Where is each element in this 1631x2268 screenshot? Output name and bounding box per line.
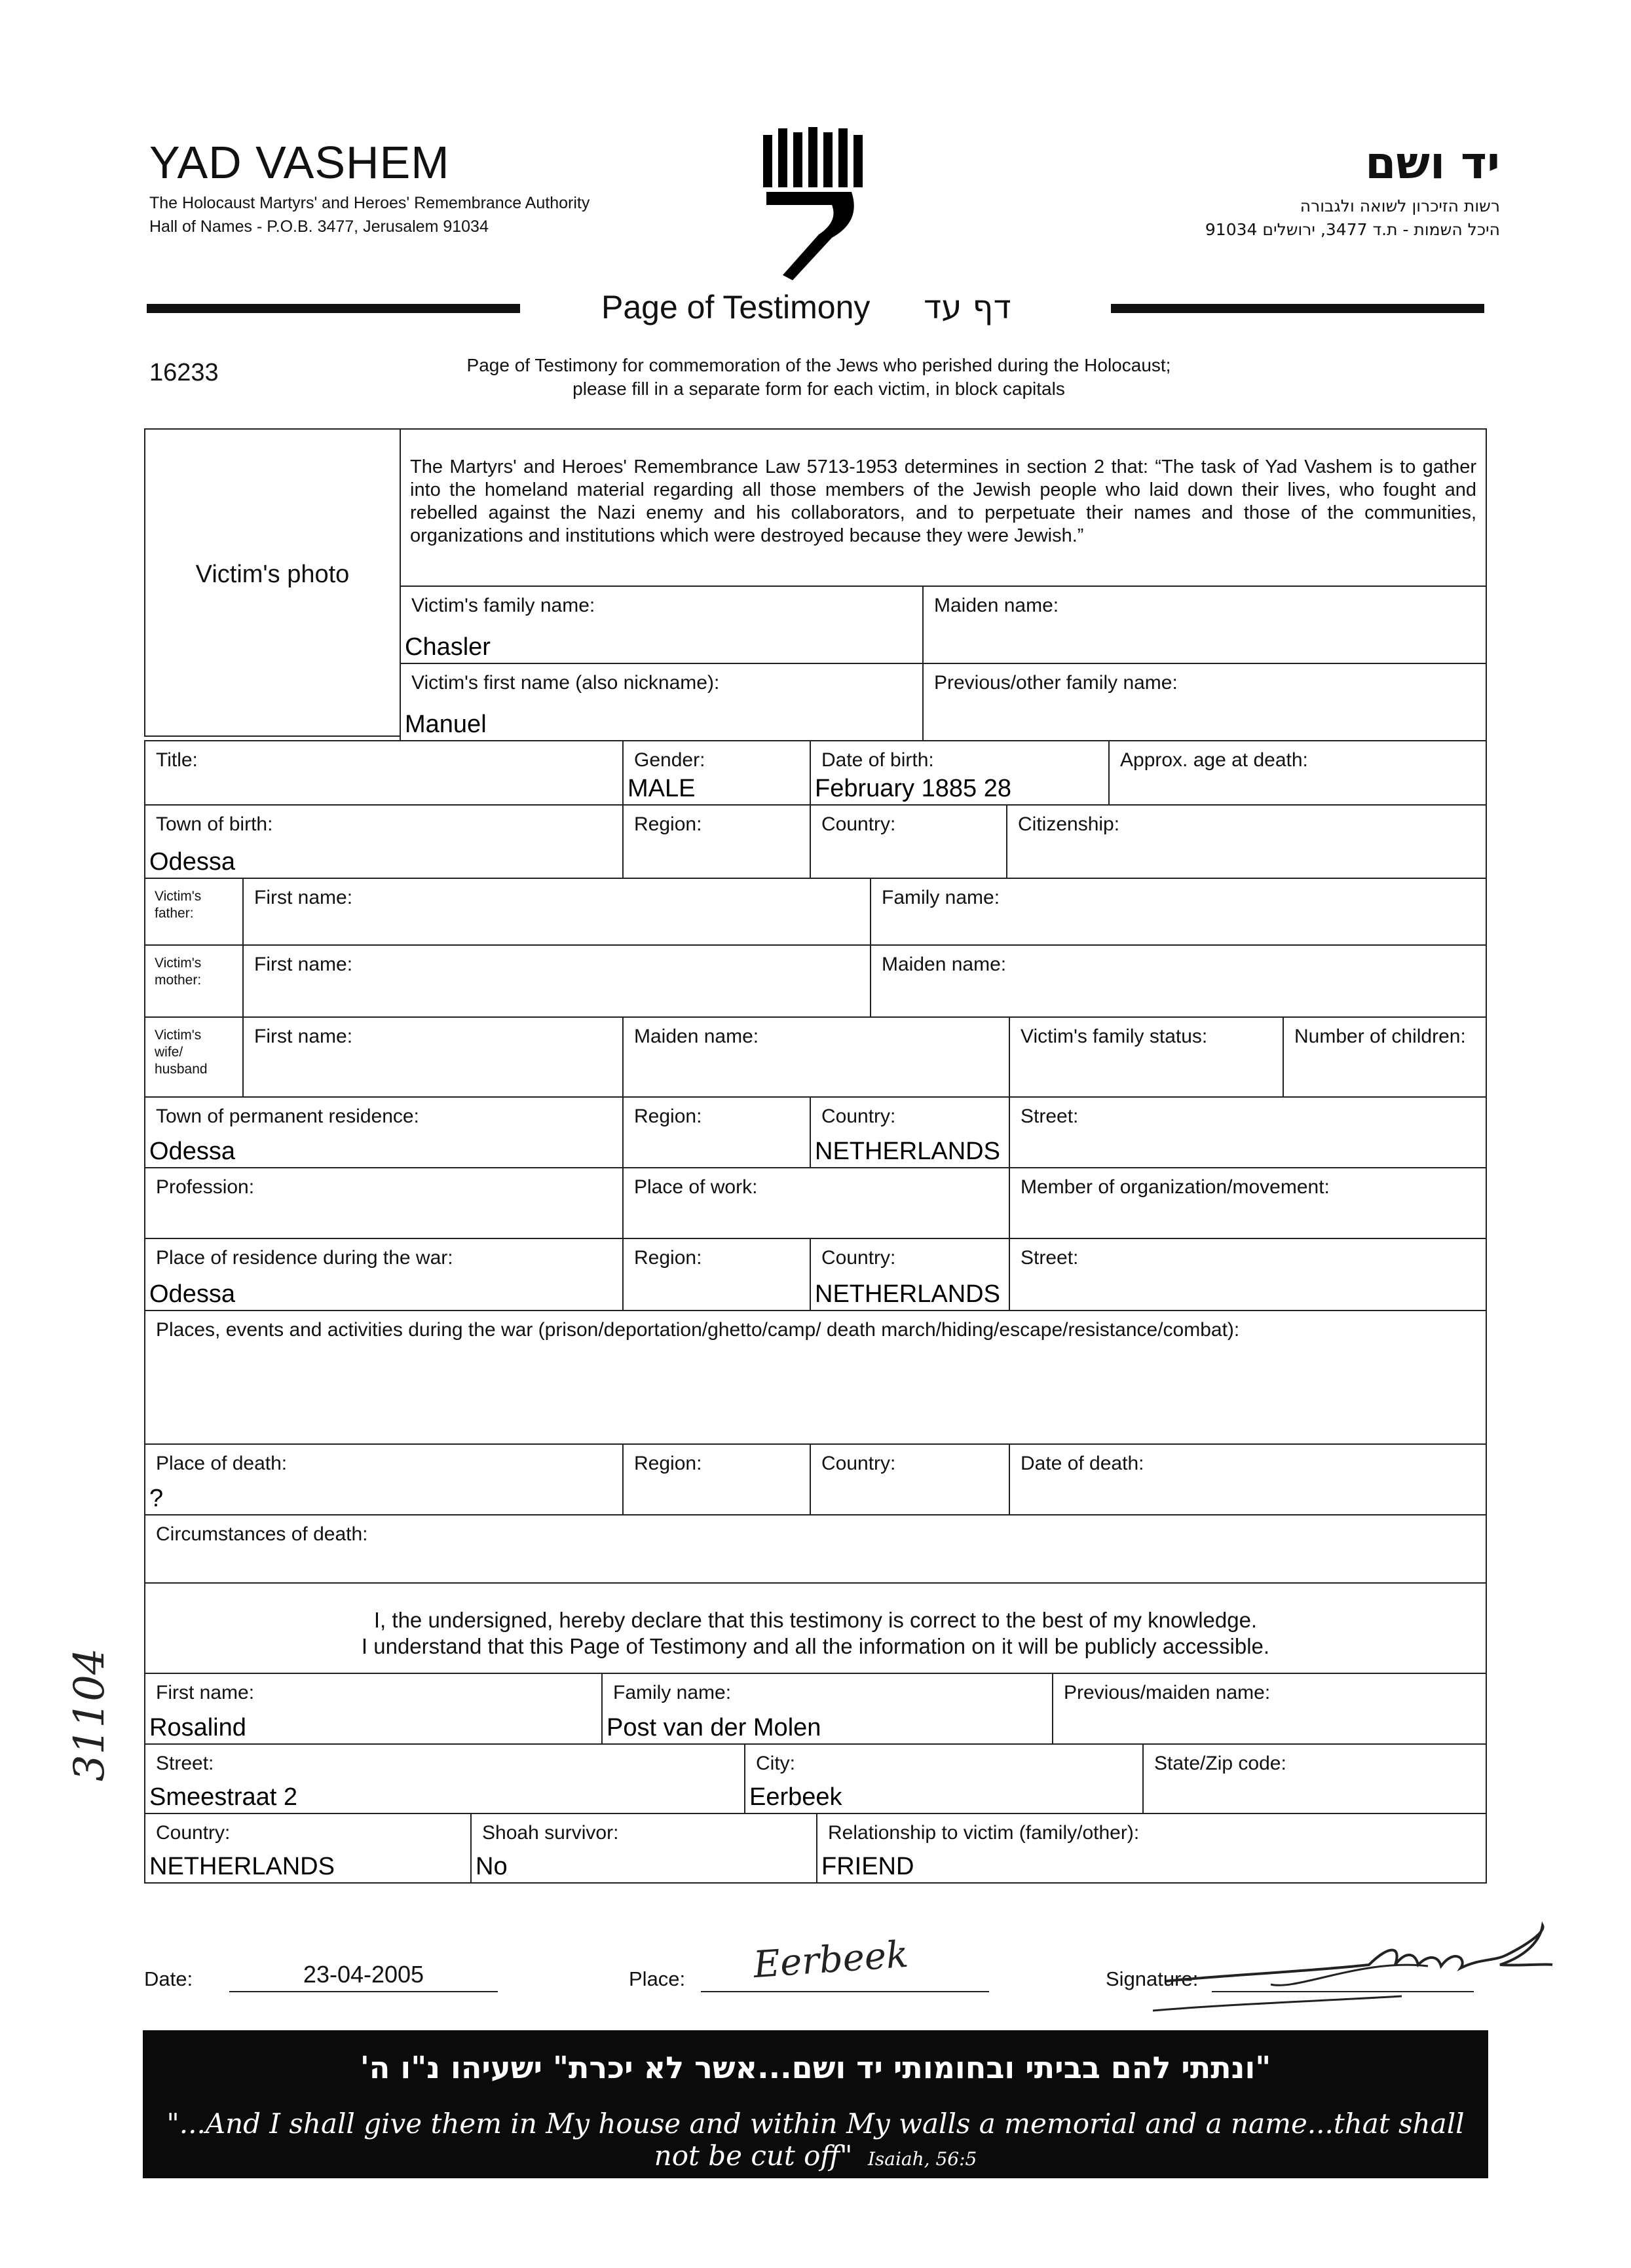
date-value[interactable]: 23-04-2005 [303, 1961, 424, 1988]
shoah-survivor-label: Shoah survivor: [482, 1822, 619, 1844]
mother-row-label-cell [144, 944, 244, 1018]
war-region-label: Region: [634, 1247, 702, 1269]
spouse-row-label-cell [144, 1016, 244, 1098]
title-label: Title: [156, 749, 198, 771]
father-row-label-cell [144, 878, 244, 946]
handwritten-signature[interactable] [1153, 1919, 1559, 2017]
gender-cell[interactable] [622, 740, 811, 806]
family-status-label: Victim's family status: [1021, 1026, 1208, 1047]
page-title-hebrew: דף עד [924, 288, 1011, 326]
yad-vashem-menorah-logo [753, 123, 871, 287]
war-street-cell[interactable] [1009, 1238, 1487, 1311]
spouse-maiden-name-label: Maiden name: [634, 1026, 759, 1047]
form-number: 16233 [149, 359, 219, 386]
number-of-children-cell[interactable] [1283, 1016, 1487, 1098]
father-family-name-cell[interactable] [870, 878, 1487, 946]
family-status-cell[interactable] [1009, 1016, 1284, 1098]
quote-english: "...And I shall give them in My house and within My walls a memorial and a name...that shall not be cut off" [166, 2108, 1465, 2172]
submitter-previous-name-label: Previous/maiden name: [1064, 1682, 1271, 1703]
father-first-name-cell[interactable] [242, 878, 871, 946]
submitter-family-name-cell[interactable] [601, 1673, 1053, 1745]
hebrew-org-name: יד ושם [1365, 138, 1500, 189]
town-of-birth-cell[interactable] [144, 804, 624, 879]
hebrew-org-address: היכל השמות - ת.ד 3477, ירושלים 91034 [1205, 220, 1500, 239]
circumstances-cell[interactable] [144, 1514, 1487, 1584]
date-of-death-cell[interactable] [1009, 1443, 1487, 1515]
permanent-country-label: Country: [821, 1106, 896, 1127]
spouse-first-name-label: First name: [254, 1026, 353, 1047]
submitter-country-cell[interactable] [144, 1813, 472, 1884]
permanent-country-cell[interactable] [810, 1096, 1010, 1168]
org-name: YAD VASHEM [149, 137, 450, 188]
birth-region-label: Region: [634, 813, 702, 835]
submitter-family-name: Post van der Molen [607, 1714, 821, 1741]
permanent-residence-cell[interactable] [144, 1096, 624, 1168]
instructions [367, 354, 1271, 401]
mother-first-name-cell[interactable] [242, 944, 871, 1018]
submitter-country-label: Country: [156, 1822, 231, 1844]
submitter-city: Eerbeek [749, 1783, 842, 1811]
victim-first-name: Manuel [405, 711, 487, 738]
quote-english-row [143, 2108, 1488, 2172]
submitter-previous-name-cell[interactable] [1052, 1673, 1487, 1745]
war-country: NETHERLANDS [815, 1280, 1000, 1308]
mother-row-label: Victim's mother: [155, 956, 202, 988]
citizenship-cell[interactable] [1006, 804, 1487, 879]
war-events-label: Places, events and activities during the war (prison/deportation/ghetto/camp/ death march/hiding/escape/resistance/combat): [156, 1319, 1240, 1341]
declaration-line-1: I, the undersigned, hereby declare that this testimony is correct to the best of my knowledge. [373, 1608, 1258, 1632]
submitter-zip-label: State/Zip code: [1154, 1753, 1286, 1774]
place-handwritten[interactable]: Eerbeek [752, 1933, 910, 1987]
menorah-branch-2 [778, 128, 787, 187]
law-text-box [400, 428, 1487, 587]
date-of-death-label: Date of death: [1021, 1453, 1144, 1474]
title-rule-right [1111, 304, 1484, 313]
birth-country-cell[interactable] [810, 804, 1007, 879]
relationship-cell[interactable] [816, 1813, 1487, 1884]
town-of-birth: Odessa [149, 848, 235, 876]
circumstances-label: Circumstances of death: [156, 1523, 368, 1545]
mother-first-name-label: First name: [254, 954, 353, 975]
menorah-branch-6 [838, 128, 848, 187]
place-of-death: ? [149, 1485, 164, 1512]
place-of-death-cell[interactable] [144, 1443, 624, 1515]
father-family-name-label: Family name: [882, 887, 1000, 908]
submitter-street-cell[interactable] [144, 1743, 745, 1814]
quote-banner [143, 2030, 1488, 2178]
victim-family-name-label: Victim's family name: [411, 595, 595, 616]
war-residence-label: Place of residence during the war: [156, 1247, 453, 1269]
profession-cell[interactable] [144, 1167, 624, 1239]
victim-photo-label: Victim's photo [195, 561, 350, 588]
menorah-branch-7 [853, 135, 863, 187]
birth-region-cell[interactable] [622, 804, 811, 879]
date-of-birth-label: Date of birth: [821, 749, 934, 771]
spouse-first-name-cell[interactable] [242, 1016, 624, 1098]
mother-maiden-name-cell[interactable] [870, 944, 1487, 1018]
age-at-death-cell[interactable] [1108, 740, 1487, 806]
spouse-row-label: Victim's wife/ husband [155, 1028, 208, 1077]
menorah-branch-5 [823, 132, 833, 187]
permanent-residence-label: Town of permanent residence: [156, 1106, 419, 1127]
date-line [229, 1991, 498, 1992]
menorah-branch-3 [793, 132, 802, 187]
town-of-birth-label: Town of birth: [156, 813, 273, 835]
page-title: Page of Testimony [601, 289, 871, 325]
war-residence-cell[interactable] [144, 1238, 624, 1311]
war-country-cell[interactable] [810, 1238, 1010, 1311]
date-of-birth: February 1885 28 [815, 775, 1011, 802]
instructions-line-1: Page of Testimony for commemoration of the Jews who perished during the Holocaust; [466, 355, 1171, 375]
declaration-box [144, 1582, 1487, 1674]
title-cell[interactable] [144, 740, 624, 806]
hebrew-org-subtitle: רשות הזיכרון לשואה ולגבורה [1300, 196, 1500, 215]
birth-country-label: Country: [821, 813, 896, 835]
menorah-branch-4 [808, 127, 817, 187]
war-residence: Odessa [149, 1280, 235, 1308]
permanent-street-cell[interactable] [1009, 1096, 1487, 1168]
father-first-name-label: First name: [254, 887, 353, 908]
war-region-cell[interactable] [622, 1238, 811, 1311]
maiden-name-cell[interactable] [922, 586, 1487, 664]
war-street-label: Street: [1021, 1247, 1079, 1269]
gender-value: MALE [628, 775, 696, 802]
submitter-city-label: City: [756, 1753, 795, 1774]
permanent-region-label: Region: [634, 1106, 702, 1127]
death-region-cell[interactable] [622, 1443, 811, 1515]
citizenship-label: Citizenship: [1018, 813, 1120, 835]
victim-family-name-cell[interactable] [400, 586, 924, 664]
victim-photo-box [144, 428, 401, 737]
previous-family-name-label: Previous/other family name: [934, 672, 1178, 694]
place-label: Place: [629, 1967, 686, 1990]
number-of-children-label: Number of children: [1294, 1026, 1466, 1047]
quote-source: Isaiah, 56:5 [867, 2148, 977, 2170]
menorah-base [766, 192, 854, 280]
submitter-first-name-label: First name: [156, 1682, 255, 1703]
spouse-maiden-name-cell[interactable] [622, 1016, 1010, 1098]
profession-label: Profession: [156, 1176, 255, 1198]
submitter-first-name-cell[interactable] [144, 1673, 603, 1745]
margin-handwritten-number: 31104 [66, 1648, 114, 1781]
organization-label: Member of organization/movement: [1021, 1176, 1330, 1198]
submitter-first-name: Rosalind [149, 1714, 246, 1741]
war-country-label: Country: [821, 1247, 896, 1269]
permanent-region-cell[interactable] [622, 1096, 811, 1168]
submitter-family-name-label: Family name: [613, 1682, 732, 1703]
instructions-line-2: please fill in a separate form for each victim, in block capitals [572, 379, 1065, 399]
relationship: FRIEND [821, 1853, 914, 1880]
submitter-country: NETHERLANDS [149, 1853, 335, 1880]
org-subtitle: The Holocaust Martyrs' and Heroes' Remembrance Authority [149, 194, 590, 212]
death-region-label: Region: [634, 1453, 702, 1474]
permanent-street-label: Street: [1021, 1106, 1079, 1127]
gender-label: Gender: [634, 749, 705, 771]
mother-maiden-name-label: Maiden name: [882, 954, 1007, 975]
place-of-work-label: Place of work: [634, 1176, 758, 1198]
relationship-label: Relationship to victim (family/other): [828, 1822, 1140, 1844]
death-country-label: Country: [821, 1453, 896, 1474]
place-of-work-cell[interactable] [622, 1167, 1010, 1239]
title-rule-left [147, 304, 520, 313]
date-of-birth-cell[interactable] [810, 740, 1110, 806]
org-address: Hall of Names - P.O.B. 3477, Jerusalem 91034 [149, 217, 489, 236]
organization-cell[interactable] [1009, 1167, 1487, 1239]
submitter-street-label: Street: [156, 1753, 214, 1774]
victim-first-name-cell[interactable] [400, 663, 924, 741]
date-label: Date: [144, 1967, 193, 1990]
permanent-country: NETHERLANDS [815, 1138, 1000, 1165]
victim-first-name-label: Victim's first name (also nickname): [411, 672, 720, 694]
death-country-cell[interactable] [810, 1443, 1010, 1515]
submitter-city-cell[interactable] [744, 1743, 1144, 1814]
law-text: The Martyrs' and Heroes' Remembrance Law 5713-1953 determines in section 2 that: “The task of Yad Vashem is to gather into the homeland material regarding all those members of the Jewish people who laid down their lives, who fought and rebelled against the Nazi enemy and his collaborators, and to perpetuate their names and those of the communities, organizations and institutions which were destroyed because they were Jewish.” [410, 456, 1476, 546]
submitter-street: Smeestraat 2 [149, 1783, 297, 1811]
age-at-death-label: Approx. age at death: [1120, 749, 1308, 771]
menorah-branch-1 [763, 135, 772, 187]
quote-hebrew: "ונתתי להם בביתי ובחומותי יד ושם...אשר לא יכרת" ישעיהו נ"ו ה' [360, 2050, 1271, 2085]
place-of-death-label: Place of death: [156, 1453, 288, 1474]
father-row-label: Victim's father: [155, 889, 202, 921]
permanent-residence: Odessa [149, 1138, 235, 1165]
shoah-survivor-cell[interactable] [470, 1813, 817, 1884]
place-line [701, 1991, 989, 1992]
maiden-name-label: Maiden name: [934, 595, 1059, 616]
war-events-cell[interactable] [144, 1310, 1487, 1445]
submitter-zip-cell[interactable] [1142, 1743, 1487, 1814]
declaration-text [145, 1607, 1486, 1660]
declaration-line-2: I understand that this Page of Testimony and all the information on it will be publicly accessible. [361, 1634, 1270, 1658]
victim-family-name: Chasler [405, 633, 491, 661]
signature-label: Signature: [1106, 1967, 1199, 1990]
previous-family-name-cell[interactable] [922, 663, 1487, 741]
shoah-survivor: No [476, 1853, 508, 1880]
